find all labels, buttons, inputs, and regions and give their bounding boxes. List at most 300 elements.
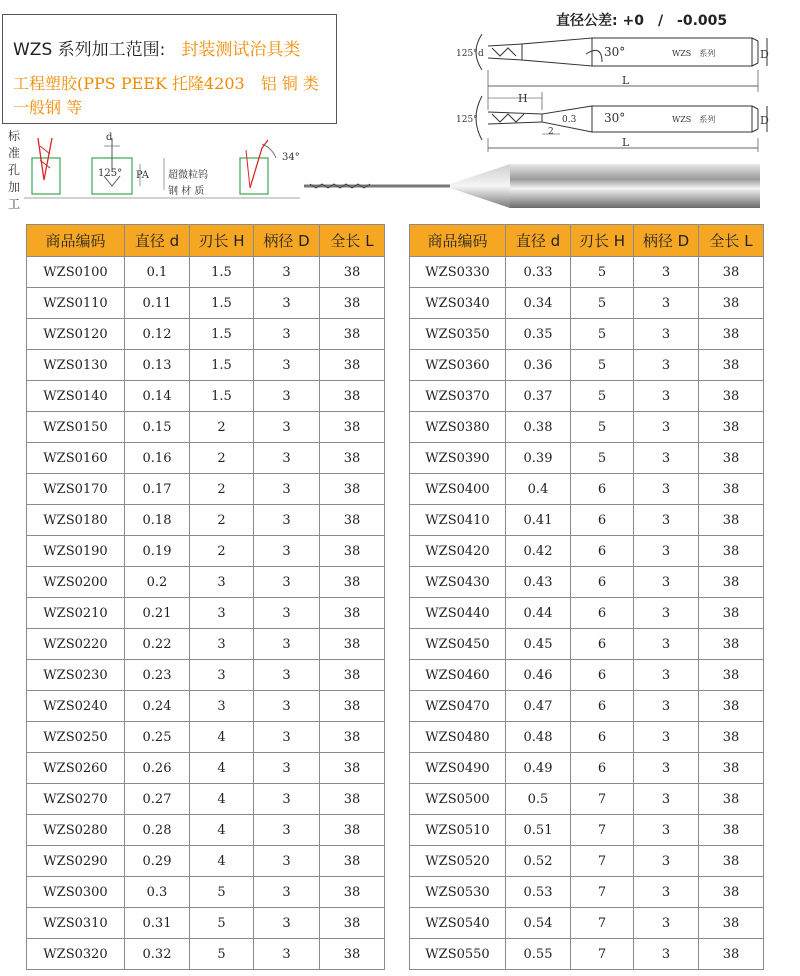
cell-diameter: 0.18 bbox=[125, 505, 190, 536]
cell-code: WZS0160 bbox=[27, 443, 125, 474]
cell-flute-length: 5 bbox=[571, 288, 634, 319]
cell-overall-length: 38 bbox=[699, 722, 764, 753]
cell-shank-diameter: 3 bbox=[634, 815, 699, 846]
cell-shank-diameter: 3 bbox=[254, 846, 320, 877]
drawing-b bbox=[456, 92, 769, 152]
table-row bbox=[410, 474, 764, 505]
cell-shank-diameter: 3 bbox=[634, 660, 699, 691]
cell-shank-diameter: 3 bbox=[634, 381, 699, 412]
cell-flute-length: 1.5 bbox=[190, 257, 254, 288]
cell-shank-diameter: 3 bbox=[254, 319, 320, 350]
cell-diameter: 0.13 bbox=[125, 350, 190, 381]
cell-diameter: 0.49 bbox=[506, 753, 571, 784]
diagram-material-1: 超微粒钨 bbox=[168, 170, 208, 181]
cell-code: WZS0270 bbox=[27, 784, 125, 815]
cell-flute-length: 4 bbox=[190, 846, 254, 877]
cell-shank-diameter: 3 bbox=[634, 536, 699, 567]
L-label-b: L bbox=[622, 136, 630, 149]
cell-flute-length: 2 bbox=[190, 412, 254, 443]
cell-diameter: 0.32 bbox=[125, 939, 190, 970]
cell-overall-length: 38 bbox=[699, 443, 764, 474]
cell-flute-length: 2 bbox=[190, 443, 254, 474]
spec-table-right bbox=[409, 224, 764, 970]
cell-code: WZS0100 bbox=[27, 257, 125, 288]
cell-flute-length: 6 bbox=[571, 505, 634, 536]
side-char-1: 标 bbox=[8, 129, 21, 143]
col-header-diameter: 直径 d bbox=[506, 225, 571, 257]
cell-overall-length: 38 bbox=[699, 474, 764, 505]
table-row bbox=[27, 412, 385, 443]
cell-shank-diameter: 3 bbox=[634, 908, 699, 939]
table-row bbox=[410, 381, 764, 412]
table-row bbox=[27, 753, 385, 784]
side-char-5: 工 bbox=[8, 197, 21, 211]
cell-overall-length: 38 bbox=[699, 784, 764, 815]
cell-shank-diameter: 3 bbox=[634, 319, 699, 350]
scope-label: 封装测试治具类 bbox=[181, 40, 301, 60]
cell-overall-length: 38 bbox=[699, 598, 764, 629]
cell-code: WZS0420 bbox=[410, 536, 506, 567]
cell-diameter: 0.29 bbox=[125, 846, 190, 877]
cell-overall-length: 38 bbox=[699, 660, 764, 691]
cell-code: WZS0310 bbox=[27, 908, 125, 939]
cell-flute-length: 6 bbox=[571, 660, 634, 691]
cell-code: WZS0300 bbox=[27, 877, 125, 908]
cell-shank-diameter: 3 bbox=[254, 691, 320, 722]
materials-line-1: 工程塑胶(PPS PEEK 托隆4203 铝 铜 类 bbox=[13, 74, 319, 93]
cell-flute-length: 4 bbox=[190, 722, 254, 753]
drill-bit-image bbox=[300, 148, 770, 218]
col-header-code: 商品编码 bbox=[27, 225, 125, 257]
series-b: WZS 系列 bbox=[672, 115, 716, 124]
cell-overall-length: 38 bbox=[320, 846, 385, 877]
cell-flute-length: 2 bbox=[190, 474, 254, 505]
cell-flute-length: 7 bbox=[571, 815, 634, 846]
cell-diameter: 0.22 bbox=[125, 629, 190, 660]
angle-125-b: 125° bbox=[456, 115, 478, 125]
cell-overall-length: 38 bbox=[699, 939, 764, 970]
side-char-3: 孔 bbox=[8, 163, 21, 177]
cell-shank-diameter: 3 bbox=[254, 350, 320, 381]
cell-shank-diameter: 3 bbox=[254, 567, 320, 598]
cell-flute-length: 6 bbox=[571, 474, 634, 505]
cell-shank-diameter: 3 bbox=[634, 877, 699, 908]
cell-code: WZS0520 bbox=[410, 846, 506, 877]
cell-code: WZS0240 bbox=[27, 691, 125, 722]
cell-shank-diameter: 3 bbox=[254, 908, 320, 939]
cell-code: WZS0390 bbox=[410, 443, 506, 474]
cell-flute-length: 5 bbox=[571, 350, 634, 381]
cell-code: WZS0190 bbox=[27, 536, 125, 567]
cell-flute-length: 6 bbox=[571, 753, 634, 784]
cell-shank-diameter: 3 bbox=[254, 505, 320, 536]
cell-flute-length: 3 bbox=[190, 660, 254, 691]
series-a: WZS 系列 bbox=[672, 49, 716, 58]
cell-flute-length: 7 bbox=[571, 784, 634, 815]
cell-shank-diameter: 3 bbox=[254, 257, 320, 288]
table-header-row bbox=[27, 225, 385, 257]
spec-table-left bbox=[26, 224, 385, 970]
table-row bbox=[410, 629, 764, 660]
cell-diameter: 0.5 bbox=[506, 784, 571, 815]
table-row bbox=[27, 908, 385, 939]
cell-code: WZS0330 bbox=[410, 257, 506, 288]
d-label-a: d bbox=[478, 49, 484, 59]
header-line-1 bbox=[13, 35, 300, 60]
cell-overall-length: 38 bbox=[699, 257, 764, 288]
cell-diameter: 0.17 bbox=[125, 474, 190, 505]
cell-flute-length: 5 bbox=[571, 381, 634, 412]
cell-code: WZS0470 bbox=[410, 691, 506, 722]
cell-shank-diameter: 3 bbox=[254, 753, 320, 784]
table-body-left bbox=[27, 257, 385, 970]
cell-diameter: 0.14 bbox=[125, 381, 190, 412]
cell-flute-length: 6 bbox=[571, 691, 634, 722]
cell-code: WZS0110 bbox=[27, 288, 125, 319]
cell-code: WZS0550 bbox=[410, 939, 506, 970]
D-label-a: D bbox=[760, 48, 769, 61]
cell-flute-length: 7 bbox=[571, 846, 634, 877]
col-header-shank-diameter: 柄径 D bbox=[254, 225, 320, 257]
cell-diameter: 0.11 bbox=[125, 288, 190, 319]
cell-flute-length: 6 bbox=[571, 722, 634, 753]
table-row bbox=[410, 505, 764, 536]
table-row bbox=[410, 660, 764, 691]
cell-shank-diameter: 3 bbox=[634, 474, 699, 505]
table-row bbox=[410, 784, 764, 815]
cell-diameter: 0.2 bbox=[125, 567, 190, 598]
cell-shank-diameter: 3 bbox=[634, 412, 699, 443]
cell-overall-length: 38 bbox=[699, 319, 764, 350]
cell-diameter: 0.55 bbox=[506, 939, 571, 970]
table-row bbox=[27, 288, 385, 319]
cell-flute-length: 2 bbox=[190, 536, 254, 567]
cell-overall-length: 38 bbox=[320, 381, 385, 412]
cell-shank-diameter: 3 bbox=[634, 784, 699, 815]
cell-code: WZS0500 bbox=[410, 784, 506, 815]
cell-overall-length: 38 bbox=[320, 257, 385, 288]
cell-code: WZS0530 bbox=[410, 877, 506, 908]
cell-code: WZS0220 bbox=[27, 629, 125, 660]
cell-diameter: 0.53 bbox=[506, 877, 571, 908]
cell-code: WZS0380 bbox=[410, 412, 506, 443]
cell-diameter: 0.1 bbox=[125, 257, 190, 288]
table-row bbox=[410, 939, 764, 970]
angle-30-b: 30° bbox=[604, 111, 626, 125]
cell-diameter: 0.3 bbox=[125, 877, 190, 908]
cell-flute-length: 1.5 bbox=[190, 350, 254, 381]
cell-shank-diameter: 3 bbox=[254, 722, 320, 753]
table-row bbox=[27, 257, 385, 288]
cell-code: WZS0400 bbox=[410, 474, 506, 505]
cell-flute-length: 4 bbox=[190, 815, 254, 846]
series-label: WZS 系列加工范围: bbox=[13, 40, 166, 60]
materials-line-2: 一般钢 等 bbox=[13, 98, 83, 117]
cell-overall-length: 38 bbox=[320, 598, 385, 629]
table-row bbox=[410, 536, 764, 567]
cell-overall-length: 38 bbox=[320, 908, 385, 939]
cell-shank-diameter: 3 bbox=[634, 691, 699, 722]
cell-shank-diameter: 3 bbox=[254, 412, 320, 443]
table-row bbox=[410, 598, 764, 629]
cell-overall-length: 38 bbox=[320, 722, 385, 753]
cell-code: WZS0180 bbox=[27, 505, 125, 536]
cell-shank-diameter: 3 bbox=[634, 753, 699, 784]
cell-shank-diameter: 3 bbox=[254, 877, 320, 908]
cell-flute-length: 7 bbox=[571, 939, 634, 970]
cell-overall-length: 38 bbox=[699, 815, 764, 846]
cell-shank-diameter: 3 bbox=[254, 288, 320, 319]
cell-shank-diameter: 3 bbox=[254, 815, 320, 846]
diameter-tolerance: 直径公差: +0 / -0.005 bbox=[556, 13, 728, 29]
table-row bbox=[27, 443, 385, 474]
cell-flute-length: 5 bbox=[571, 412, 634, 443]
diagram-pa-label: PA bbox=[136, 170, 150, 181]
cell-diameter: 0.15 bbox=[125, 412, 190, 443]
cell-flute-length: 2 bbox=[190, 505, 254, 536]
cell-flute-length: 5 bbox=[190, 908, 254, 939]
table-row bbox=[410, 257, 764, 288]
cell-flute-length: 3 bbox=[190, 598, 254, 629]
table-row bbox=[27, 939, 385, 970]
diagram-angle-125: 125° bbox=[98, 168, 123, 179]
table-row bbox=[410, 877, 764, 908]
cell-flute-length: 5 bbox=[190, 939, 254, 970]
cell-flute-length: 5 bbox=[571, 257, 634, 288]
cell-code: WZS0250 bbox=[27, 722, 125, 753]
table-row bbox=[410, 412, 764, 443]
cell-overall-length: 38 bbox=[320, 474, 385, 505]
cell-diameter: 0.23 bbox=[125, 660, 190, 691]
cell-overall-length: 38 bbox=[699, 691, 764, 722]
cell-overall-length: 38 bbox=[320, 939, 385, 970]
cell-flute-length: 5 bbox=[571, 319, 634, 350]
cell-diameter: 0.28 bbox=[125, 815, 190, 846]
cell-overall-length: 38 bbox=[699, 536, 764, 567]
cell-shank-diameter: 3 bbox=[634, 567, 699, 598]
cell-code: WZS0150 bbox=[27, 412, 125, 443]
cell-code: WZS0540 bbox=[410, 908, 506, 939]
D-label-b: D bbox=[760, 114, 769, 127]
cell-code: WZS0450 bbox=[410, 629, 506, 660]
cell-code: WZS0200 bbox=[27, 567, 125, 598]
cell-diameter: 0.26 bbox=[125, 753, 190, 784]
cell-diameter: 0.27 bbox=[125, 784, 190, 815]
cell-code: WZS0210 bbox=[27, 598, 125, 629]
cell-diameter: 0.19 bbox=[125, 536, 190, 567]
table-row bbox=[27, 598, 385, 629]
cell-diameter: 0.34 bbox=[506, 288, 571, 319]
drawing-a bbox=[456, 34, 769, 92]
value-2: 2 bbox=[548, 127, 554, 137]
cell-code: WZS0290 bbox=[27, 846, 125, 877]
diagram-material-2: 钢 材 质 bbox=[168, 186, 205, 197]
cell-diameter: 0.46 bbox=[506, 660, 571, 691]
cell-code: WZS0350 bbox=[410, 319, 506, 350]
table-row bbox=[27, 629, 385, 660]
cell-diameter: 0.4 bbox=[506, 474, 571, 505]
col-header-shank-diameter: 柄径 D bbox=[634, 225, 699, 257]
cell-shank-diameter: 3 bbox=[254, 443, 320, 474]
cell-flute-length: 6 bbox=[571, 567, 634, 598]
cell-shank-diameter: 3 bbox=[634, 257, 699, 288]
cell-shank-diameter: 3 bbox=[634, 939, 699, 970]
cell-overall-length: 38 bbox=[320, 660, 385, 691]
cell-flute-length: 5 bbox=[190, 877, 254, 908]
cell-diameter: 0.47 bbox=[506, 691, 571, 722]
table-row bbox=[410, 846, 764, 877]
cell-flute-length: 5 bbox=[571, 443, 634, 474]
L-label-a: L bbox=[622, 74, 630, 87]
col-header-overall-length: 全长 L bbox=[699, 225, 764, 257]
table-row bbox=[410, 753, 764, 784]
cell-diameter: 0.37 bbox=[506, 381, 571, 412]
cell-code: WZS0260 bbox=[27, 753, 125, 784]
cell-flute-length: 4 bbox=[190, 753, 254, 784]
table-body-right bbox=[410, 257, 764, 970]
value-03: 0.3 bbox=[562, 115, 577, 125]
cell-code: WZS0340 bbox=[410, 288, 506, 319]
angle-30-a: 30° bbox=[604, 45, 626, 59]
side-char-4: 加 bbox=[8, 180, 21, 194]
cell-code: WZS0490 bbox=[410, 753, 506, 784]
cell-overall-length: 38 bbox=[699, 753, 764, 784]
cell-diameter: 0.16 bbox=[125, 443, 190, 474]
cell-diameter: 0.35 bbox=[506, 319, 571, 350]
cell-code: WZS0360 bbox=[410, 350, 506, 381]
cell-overall-length: 38 bbox=[320, 629, 385, 660]
cell-overall-length: 38 bbox=[699, 877, 764, 908]
cell-code: WZS0170 bbox=[27, 474, 125, 505]
tool-drawing bbox=[452, 14, 782, 154]
cell-diameter: 0.54 bbox=[506, 908, 571, 939]
cell-flute-length: 3 bbox=[190, 567, 254, 598]
cell-overall-length: 38 bbox=[320, 815, 385, 846]
cell-shank-diameter: 3 bbox=[254, 598, 320, 629]
cell-code: WZS0320 bbox=[27, 939, 125, 970]
cell-code: WZS0230 bbox=[27, 660, 125, 691]
table-row bbox=[27, 722, 385, 753]
table-row bbox=[410, 815, 764, 846]
cell-shank-diameter: 3 bbox=[634, 288, 699, 319]
cell-code: WZS0480 bbox=[410, 722, 506, 753]
cell-flute-length: 1.5 bbox=[190, 288, 254, 319]
table-row bbox=[410, 722, 764, 753]
cell-shank-diameter: 3 bbox=[634, 443, 699, 474]
cell-diameter: 0.39 bbox=[506, 443, 571, 474]
cell-code: WZS0280 bbox=[27, 815, 125, 846]
table-row bbox=[27, 474, 385, 505]
table-row bbox=[27, 660, 385, 691]
cell-overall-length: 38 bbox=[320, 877, 385, 908]
cell-overall-length: 38 bbox=[320, 288, 385, 319]
cell-diameter: 0.24 bbox=[125, 691, 190, 722]
cell-code: WZS0370 bbox=[410, 381, 506, 412]
cell-flute-length: 6 bbox=[571, 598, 634, 629]
table-row bbox=[410, 443, 764, 474]
header-box bbox=[2, 14, 337, 124]
table-row bbox=[410, 567, 764, 598]
cell-shank-diameter: 3 bbox=[634, 350, 699, 381]
cell-diameter: 0.43 bbox=[506, 567, 571, 598]
table-row bbox=[27, 350, 385, 381]
cell-flute-length: 6 bbox=[571, 536, 634, 567]
col-header-overall-length: 全长 L bbox=[320, 225, 385, 257]
table-row bbox=[410, 691, 764, 722]
cell-overall-length: 38 bbox=[320, 691, 385, 722]
cell-shank-diameter: 3 bbox=[254, 939, 320, 970]
hole-diagram bbox=[0, 120, 300, 210]
cell-flute-length: 7 bbox=[571, 908, 634, 939]
cell-diameter: 0.12 bbox=[125, 319, 190, 350]
cell-diameter: 0.41 bbox=[506, 505, 571, 536]
cell-shank-diameter: 3 bbox=[254, 536, 320, 567]
cell-diameter: 0.21 bbox=[125, 598, 190, 629]
cell-overall-length: 38 bbox=[320, 567, 385, 598]
cell-overall-length: 38 bbox=[699, 350, 764, 381]
cell-shank-diameter: 3 bbox=[634, 846, 699, 877]
table-row bbox=[27, 846, 385, 877]
cell-overall-length: 38 bbox=[320, 319, 385, 350]
cell-overall-length: 38 bbox=[320, 536, 385, 567]
cell-diameter: 0.42 bbox=[506, 536, 571, 567]
cell-shank-diameter: 3 bbox=[254, 381, 320, 412]
cell-code: WZS0410 bbox=[410, 505, 506, 536]
table-row bbox=[27, 691, 385, 722]
cell-shank-diameter: 3 bbox=[634, 629, 699, 660]
cell-code: WZS0120 bbox=[27, 319, 125, 350]
cell-diameter: 0.31 bbox=[125, 908, 190, 939]
cell-code: WZS0140 bbox=[27, 381, 125, 412]
cell-flute-length: 7 bbox=[571, 877, 634, 908]
table-row bbox=[27, 536, 385, 567]
table-row bbox=[27, 877, 385, 908]
table-row bbox=[410, 319, 764, 350]
cell-flute-length: 3 bbox=[190, 629, 254, 660]
cell-overall-length: 38 bbox=[320, 505, 385, 536]
table-row bbox=[27, 319, 385, 350]
cell-overall-length: 38 bbox=[320, 753, 385, 784]
cell-shank-diameter: 3 bbox=[254, 784, 320, 815]
cell-code: WZS0440 bbox=[410, 598, 506, 629]
cell-diameter: 0.25 bbox=[125, 722, 190, 753]
side-char-2: 准 bbox=[8, 146, 21, 160]
col-header-flute-length: 刃长 H bbox=[571, 225, 634, 257]
cell-overall-length: 38 bbox=[699, 288, 764, 319]
cell-overall-length: 38 bbox=[699, 505, 764, 536]
table-row bbox=[410, 908, 764, 939]
cell-shank-diameter: 3 bbox=[634, 505, 699, 536]
cell-flute-length: 3 bbox=[190, 691, 254, 722]
table-row bbox=[410, 350, 764, 381]
cell-code: WZS0460 bbox=[410, 660, 506, 691]
cell-diameter: 0.38 bbox=[506, 412, 571, 443]
cell-shank-diameter: 3 bbox=[634, 722, 699, 753]
table-row bbox=[27, 784, 385, 815]
table-header-row bbox=[410, 225, 764, 257]
cell-shank-diameter: 3 bbox=[254, 629, 320, 660]
cell-flute-length: 1.5 bbox=[190, 381, 254, 412]
cell-code: WZS0430 bbox=[410, 567, 506, 598]
cell-diameter: 0.51 bbox=[506, 815, 571, 846]
col-header-flute-length: 刃长 H bbox=[190, 225, 254, 257]
angle-125-a: 125° bbox=[456, 49, 478, 59]
cell-code: WZS0510 bbox=[410, 815, 506, 846]
table-row bbox=[27, 567, 385, 598]
cell-shank-diameter: 3 bbox=[254, 660, 320, 691]
cell-shank-diameter: 3 bbox=[254, 474, 320, 505]
cell-overall-length: 38 bbox=[699, 846, 764, 877]
